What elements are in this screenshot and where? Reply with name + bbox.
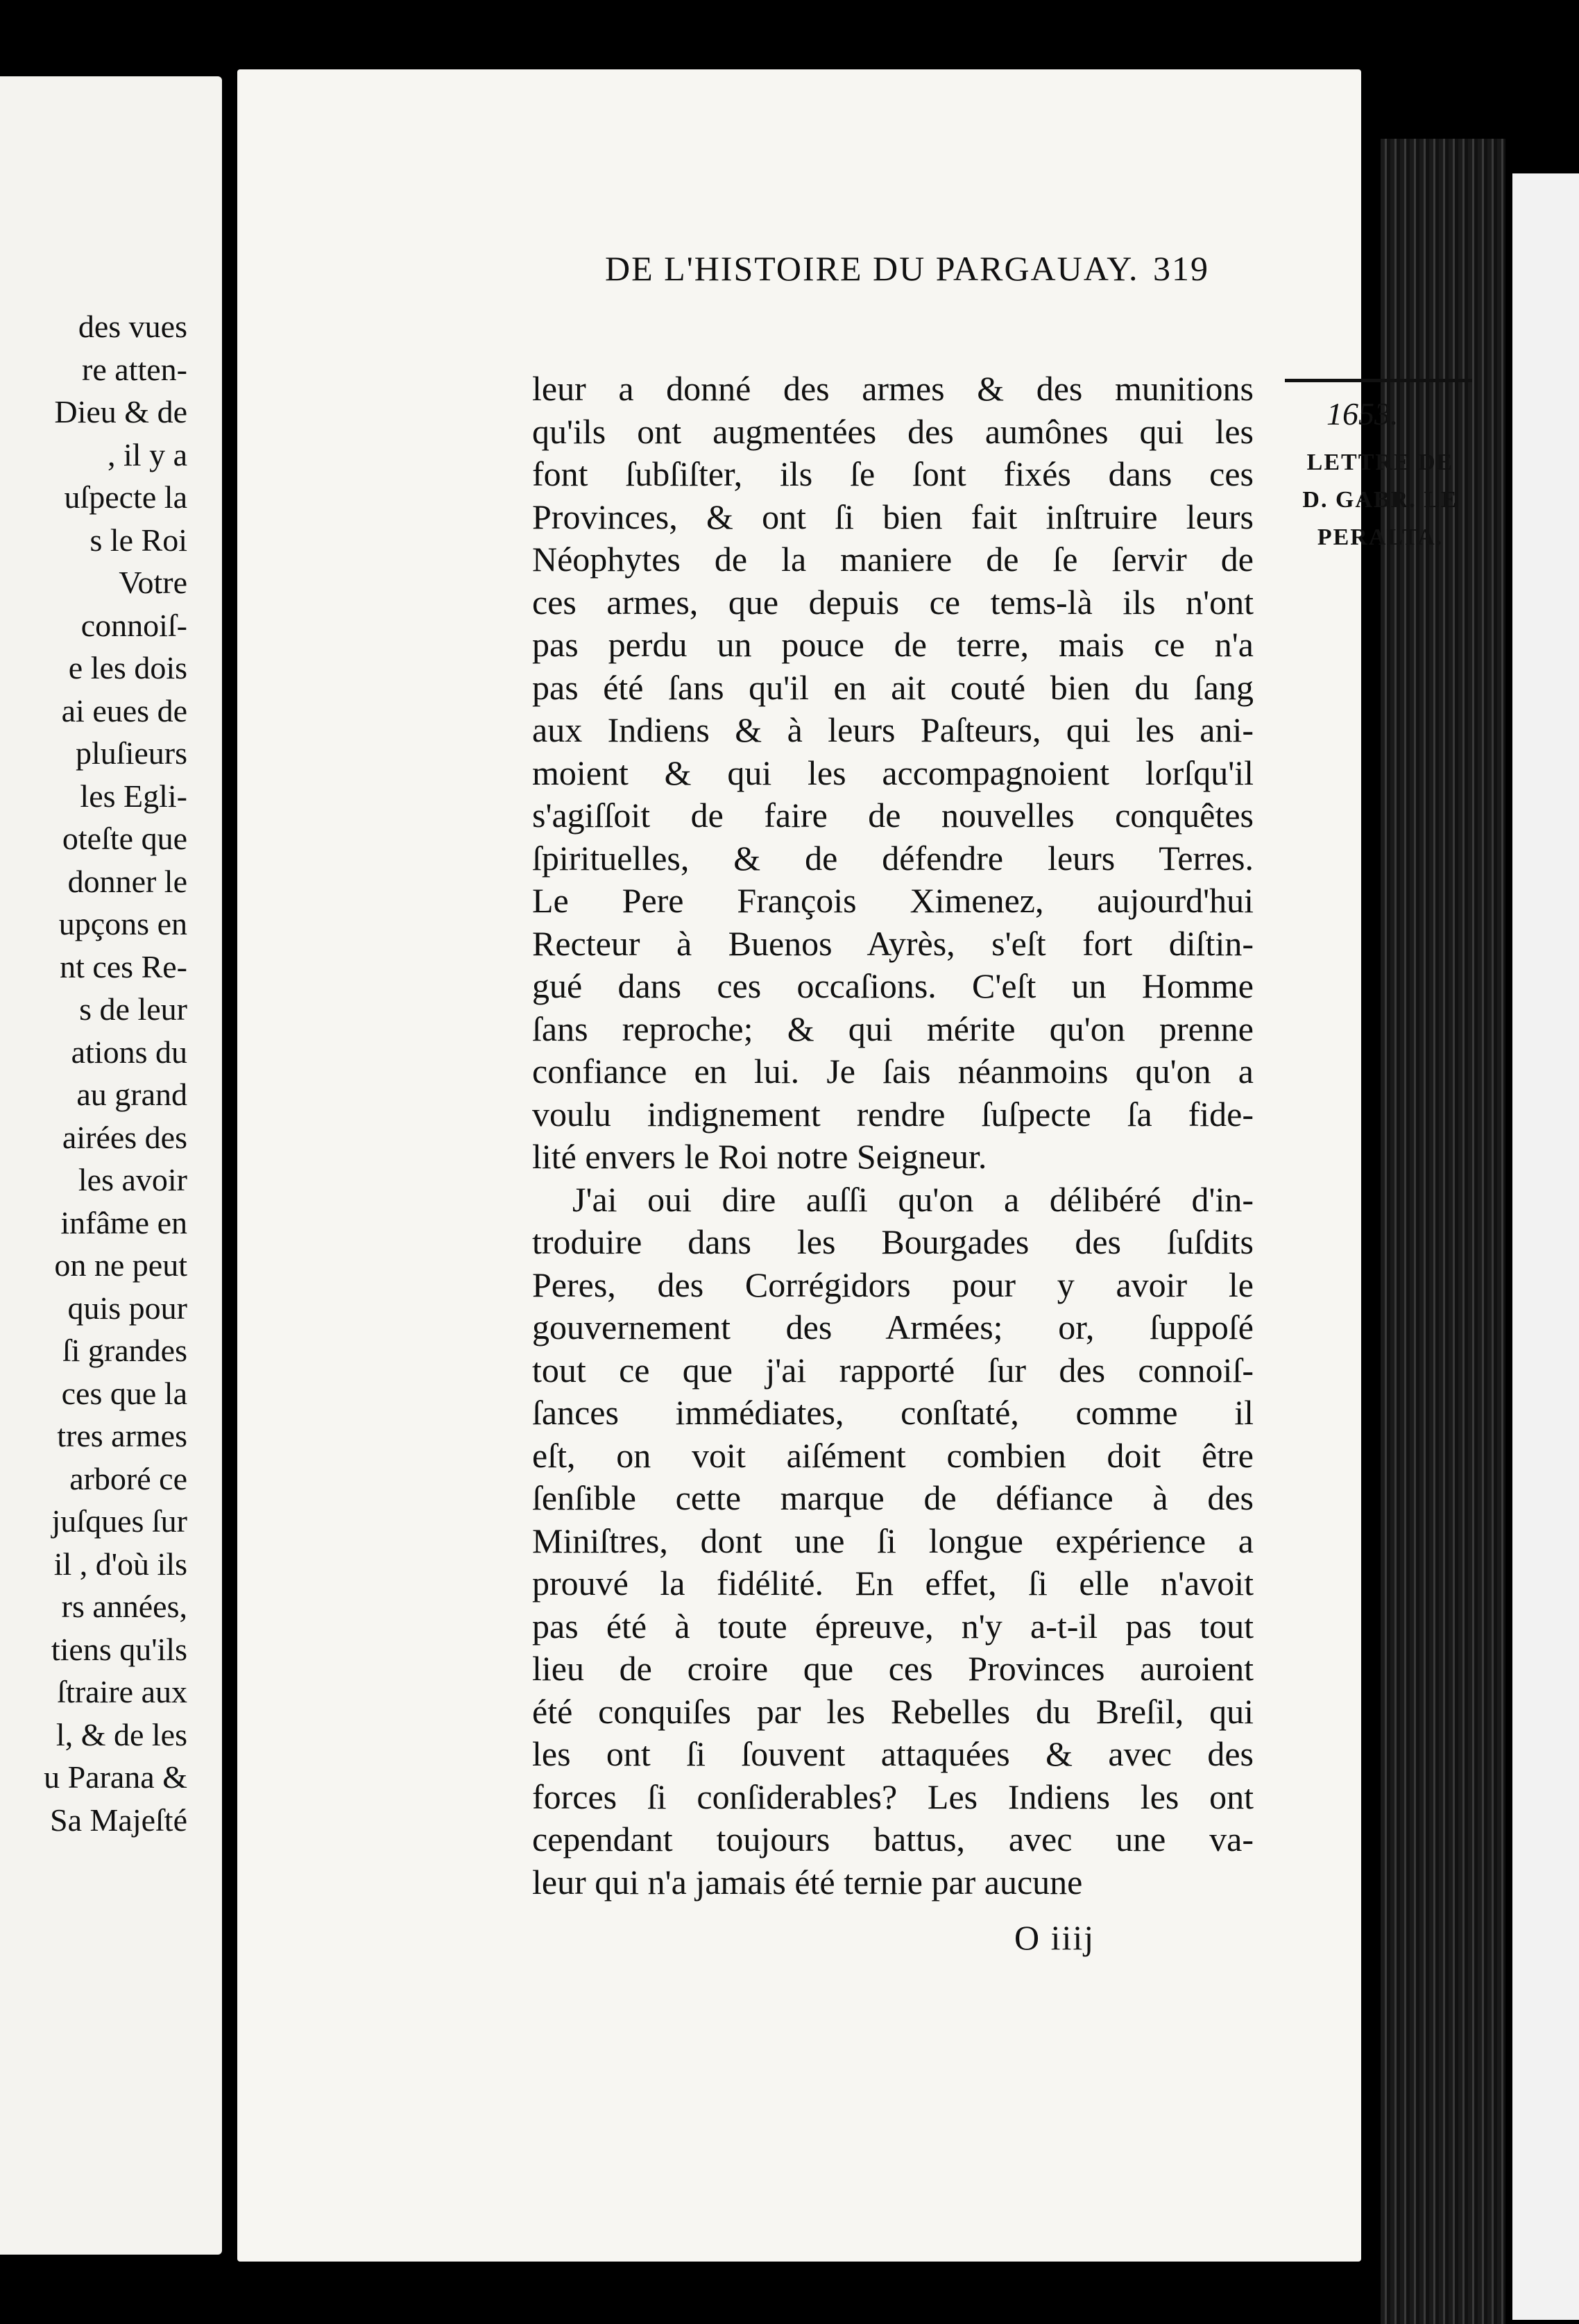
left-page-line: ai eues de [61,692,187,728]
left-page-line: e les dois [68,650,187,685]
body-line: pas perdu un pouce de terre, mais ce n'a [532,625,1254,664]
body-line: Néophytes de la maniere de ſe ſervir de [532,540,1254,579]
margin-rule [1285,379,1472,382]
left-page-line: Sa Majeſté [50,1802,187,1838]
left-page-line: oteſte que [62,821,187,856]
left-page-line: ces que la [61,1375,187,1411]
body-text [532,368,1254,1904]
left-page-line: airées des [62,1119,187,1155]
body-line: tout ce que j'ai rapporté ſur des connoiſ- [532,1350,1254,1390]
body-line: font ſubſiſter, ils ſe ſont fixés dans ces [532,454,1254,493]
running-head-title: DE L'HISTOIRE DU PARGAUAY. [605,249,1139,288]
left-page-line: re atten- [82,351,187,387]
main-page [237,69,1458,2262]
left-page-line: s de leur [79,991,187,1027]
left-page-line: tiens qu'ils [51,1631,187,1667]
body-line: moient & qui les accompagnoient lorſqu'il [532,753,1254,792]
body-line: pas été à toute épreuve, n'y a-t-il pas tout [532,1606,1254,1646]
body-line: cependant toujours battus, avec une va- [532,1820,1254,1859]
body-line: qu'ils ont augmentées des aumônes qui les [532,411,1254,451]
left-page-line: rs années, [61,1589,187,1624]
left-page-line: pluſieurs [76,735,187,771]
left-page-line: uſpecte la [64,479,187,515]
body-line: confiance en lui. Je ſais néanmoins qu'on a [532,1052,1254,1091]
left-page-text [0,305,187,1841]
left-page [0,76,222,2255]
body-line: aux Indiens & à leurs Paſteurs, qui les ani- [532,710,1254,749]
left-page-line: infâme en [60,1204,187,1240]
left-page-line: arboré ce [69,1460,187,1496]
body-line: voulu indignement rendre ſuſpecte ſa fide- [532,1094,1254,1134]
left-page-line: s le Roi [89,522,187,558]
left-page-line: ſtraire aux [57,1674,187,1709]
page-number: 319 [1153,249,1209,288]
left-page-line: ſi grandes [62,1333,187,1368]
left-page-line: les avoir [78,1162,187,1197]
body-line: eſt, on voit aiſément combien doit être [532,1435,1254,1475]
body-line: s'agiſſoit de faire de nouvelles conquêtes [532,796,1254,835]
body-line: Le Pere François Ximenez, aujourd'hui [532,881,1254,920]
body-line: leur a donné des armes & des munitions [532,369,1254,408]
body-line: leur qui n'a jamais été ternie par aucune [532,1862,1083,1902]
body-line: lité envers le Roi notre Seigneur. [532,1137,987,1176]
body-line: ces armes, que depuis ce tems-là ils n'ont [532,582,1254,622]
body-line: ſpirituelles, & de défendre leurs Terres. [532,838,1254,878]
left-page-line: nt ces Re- [60,948,187,984]
left-page-line: Dieu & de [54,394,187,429]
left-page-line: tres armes [57,1418,187,1453]
body-line: ſances immédiates, conſtaté, comme il [532,1393,1254,1432]
left-page-line: des vues [78,309,187,344]
margin-note [1281,444,1479,556]
margin-note-line: D. GABR. LE [1302,487,1458,513]
left-page-line: connoiſ- [80,607,187,643]
margin-date: 1653. [1326,396,1399,432]
body-line: J'ai oui dire auſſi qu'on a délibéré d'in- [572,1179,1254,1219]
left-page-line: les Egli- [80,778,187,814]
body-line: forces ſi conſiderables? Les Indiens les ont [532,1777,1254,1816]
left-page-line: donner le [67,863,187,899]
body-line: pas été ſans qu'il en ait couté bien du ſang [532,667,1254,707]
signature-mark: O iiij [1014,1918,1095,1957]
left-page-line: on ne peut [54,1247,187,1283]
left-page-line: juſques ſur [51,1503,187,1539]
left-page-line: upçons en [58,906,187,941]
body-line: Miniſtres, dont une ſi longue expérience a [532,1521,1254,1560]
left-page-line: l, & de les [56,1716,187,1752]
body-line: troduire dans les Bourgades des ſuſdits [532,1222,1254,1261]
body-line: gouvernement des Armées; or, ſuppoſé [532,1308,1254,1347]
margin-note-line: LETTRE DE [1306,450,1454,475]
left-page-line: u Parana & [44,1759,187,1795]
body-line: prouvé la fidélité. En effet, ſi elle n'avoit [532,1564,1254,1603]
left-page-line: , il y a [108,436,187,472]
left-page-line: ations du [71,1034,187,1070]
body-line: lieu de croire que ces Provinces auroient [532,1649,1254,1688]
left-page-line: Votre [119,565,187,600]
body-line: ſenſible cette marque de défiance à des [532,1478,1254,1517]
body-line: Provinces, & ont ſi bien fait inſtruire leurs [532,497,1254,536]
running-head [605,248,1299,289]
left-page-line: il , d'où ils [53,1546,187,1582]
margin-note-line: PERALTA. [1317,524,1444,550]
body-line: gué dans ces occaſions. C'eſt un Homme [532,966,1254,1005]
body-line: été conquiſes par les Rebelles du Breſil, qui [532,1691,1254,1731]
left-page-line: quis pour [67,1290,187,1326]
body-line: Peres, des Corrégidors pour y avoir le [532,1265,1254,1304]
body-line: les ont ſi ſouvent attaquées & avec des [532,1734,1254,1773]
left-page-line: au grand [76,1077,187,1112]
background-strip [1512,173,1579,2320]
body-line: Recteur à Buenos Ayrès, s'eſt fort diſtin- [532,923,1254,963]
body-line: ſans reproche; & qui mérite qu'on prenne [532,1009,1254,1048]
